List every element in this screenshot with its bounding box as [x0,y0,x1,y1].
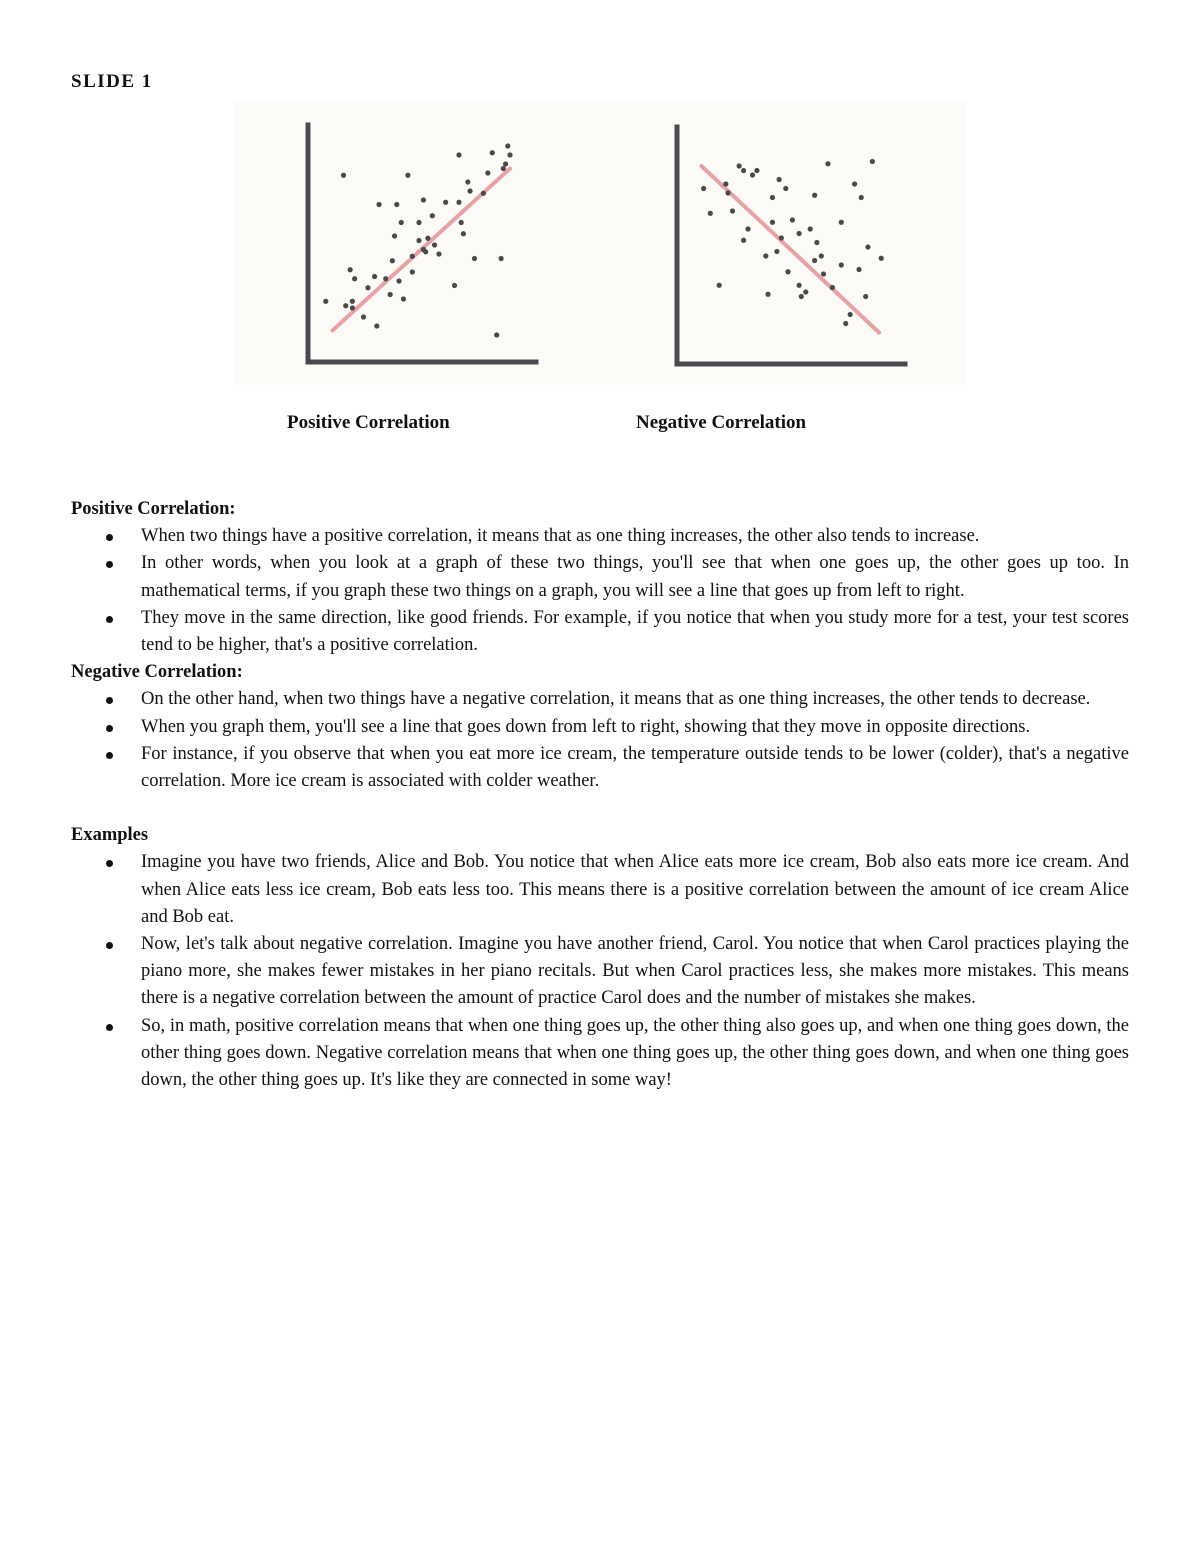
scatter-point [799,294,804,299]
scatter-point [725,190,730,195]
slide-label: SLIDE 1 [71,71,153,92]
scatter-point [352,276,357,281]
scatter-point [785,269,790,274]
scatter-point [432,242,437,247]
scatter-point [452,283,457,288]
list-item: Imagine you have two friends, Alice and Bob. You notice that when Alice eats more ice cream, Bob also eats more ice cream. And when Alice eats less ice cream, Bob eats less too. This means there is a positive correlation between the amount of ice cream Alice and Bob eat. [71,849,1129,931]
scatter-point [830,285,835,290]
scatter-point [456,152,461,157]
scatter-point [859,195,864,200]
scatter-point [812,193,817,198]
scatter-point [361,314,366,319]
positive-correlation-plot [308,125,536,362]
list-item: On the other hand, when two things have a negative correlation, it means that as one thing increases, the other tends to decrease. [71,686,1129,713]
scatter-point [865,244,870,249]
list-item: So, in math, positive correlation means that when one thing goes up, the other thing also goes up, and when one thing goes down, the other thing goes down. Negative correlation means that when one thing goes up, the other thing goes down, and when one thing goes down, the other thing goes up. It's like they are connected in some way! [71,1013,1129,1095]
scatter-point [863,294,868,299]
scatter-point [879,256,884,261]
examples-section [71,822,1129,1094]
scatter-point [481,191,486,196]
scatter-point [856,267,861,272]
negative-correlation-plot [677,127,905,364]
scatter-point [456,200,461,205]
scatter-point [416,220,421,225]
scatter-point [365,285,370,290]
list-item: Now, let's talk about negative correlation. Imagine you have another friend, Carol. You notice that when Carol practices playing the piano more, she makes fewer mistakes in her piano recitals. But when Carol practices less, she makes more mistakes. This means there is a negative correlation between the amount of practice Carol does and the number of mistakes she makes. [71,931,1129,1013]
scatter-point [770,220,775,225]
scatter-point [388,292,393,297]
list-item: When you graph them, you'll see a line that goes down from left to right, showing that they move in opposite directions. [71,714,1129,741]
scatter-point [839,220,844,225]
scatter-point [774,249,779,254]
scatter-point [416,238,421,243]
scatter-point [350,299,355,304]
correlation-figure [233,100,966,385]
scatter-point [803,289,808,294]
bullet-list [71,849,1129,1094]
bullet-list [71,523,1129,659]
scatter-point [843,321,848,326]
scatter-point [848,312,853,317]
list-item: They move in the same direction, like good friends. For example, if you notice that when you study more for a test, your test scores tend to be higher, that's a positive correlation. [71,605,1129,659]
scatter-point [410,254,415,259]
scatter-point [465,179,470,184]
positive-correlation-section [71,496,1129,659]
scatter-point [825,161,830,166]
scatter-point [503,161,508,166]
scatter-point [490,150,495,155]
scatter-point [808,226,813,231]
scatter-point [717,283,722,288]
scatter-point [505,143,510,148]
scatter-point [350,305,355,310]
scatter-point [770,195,775,200]
scatter-point [343,303,348,308]
scatter-point [499,256,504,261]
scatter-point [797,283,802,288]
scatter-point [779,235,784,240]
scatter-point [399,220,404,225]
scatter-point [741,168,746,173]
scatter-plots [233,100,966,385]
scatter-point [467,188,472,193]
scatter-point [765,292,770,297]
scatter-point [423,249,428,254]
scatter-point [421,197,426,202]
scatter-point [401,296,406,301]
scatter-point [341,173,346,178]
scatter-point [501,166,506,171]
section-heading: Negative Correlation: [71,662,243,683]
scatter-point [461,231,466,236]
scatter-point [790,217,795,222]
scatter-point [852,181,857,186]
scatter-point [394,202,399,207]
scatter-point [323,299,328,304]
negative-correlation-caption: Negative Correlation [636,412,807,433]
scatter-point [443,200,448,205]
scatter-point [410,269,415,274]
scatter-point [708,211,713,216]
scatter-point [777,177,782,182]
section-heading: Positive Correlation: [71,499,236,519]
scatter-point [376,202,381,207]
scatter-point [797,231,802,236]
scatter-point [485,170,490,175]
scatter-point [730,208,735,213]
document-body [71,496,1129,1094]
list-item: When two things have a positive correlation, it means that as one thing increases, the other also tends to increase. [71,523,1129,550]
scatter-point [812,258,817,263]
scatter-point [839,262,844,267]
scatter-point [459,220,464,225]
scatter-point [374,323,379,328]
scatter-point [741,238,746,243]
scatter-point [348,267,353,272]
negative-correlation-section [71,659,1129,795]
scatter-point [821,271,826,276]
scatter-point [507,152,512,157]
scatter-point [783,186,788,191]
scatter-point [392,233,397,238]
scatter-point [390,258,395,263]
bullet-list [71,686,1129,795]
list-item: In other words, when you look at a graph of these two things, you'll see that when one goes up, the other goes up too. In mathematical terms, if you graph these two things on a graph, you will see a line that goes up from left to right. [71,550,1129,604]
scatter-point [472,256,477,261]
scatter-point [396,278,401,283]
spacer [71,795,1129,822]
scatter-point [425,236,430,241]
scatter-point [737,163,742,168]
list-item: For instance, if you observe that when you eat more ice cream, the temperature outside tends to be lower (colder), that's a negative correlation. More ice cream is associated with colder weather. [71,741,1129,795]
positive-correlation-caption: Positive Correlation [287,412,450,433]
scatter-point [436,251,441,256]
scatter-point [814,240,819,245]
scatter-point [494,332,499,337]
scatter-point [745,226,750,231]
scatter-point [750,172,755,177]
scatter-point [701,186,706,191]
scatter-point [383,276,388,281]
scatter-point [754,168,759,173]
scatter-point [405,173,410,178]
scatter-point [430,213,435,218]
scatter-point [372,274,377,279]
scatter-point [819,253,824,258]
scatter-point [870,159,875,164]
section-heading: Examples [71,825,149,846]
scatter-point [763,253,768,258]
scatter-point [723,181,728,186]
